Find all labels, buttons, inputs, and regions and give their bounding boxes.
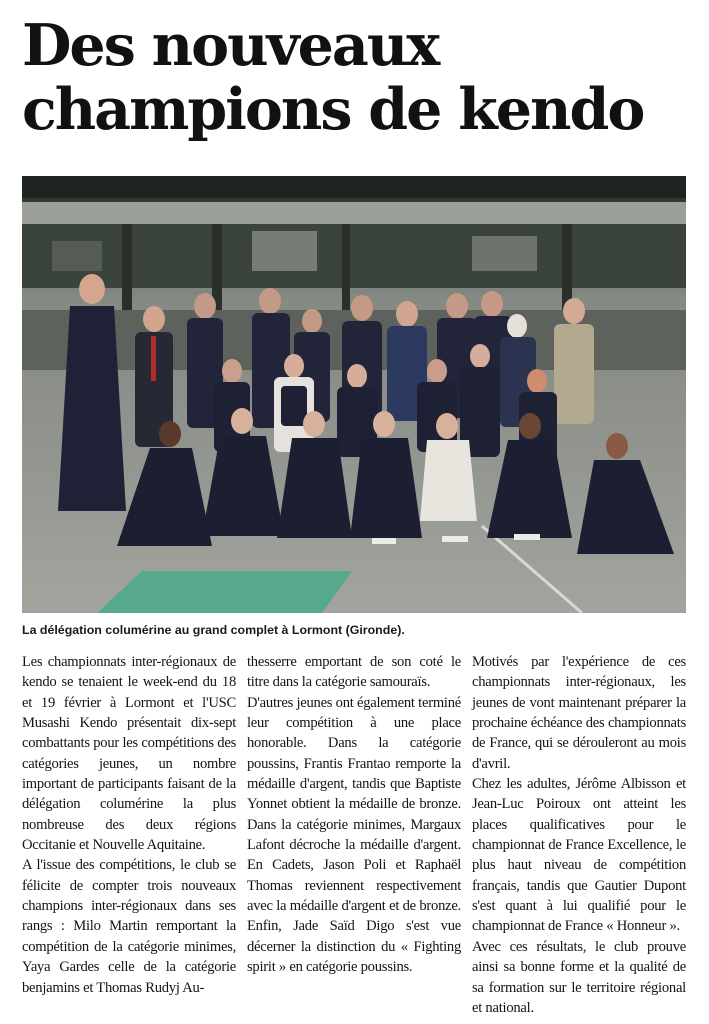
trophy-plate	[442, 536, 468, 542]
article-body	[22, 652, 686, 1018]
headline: Des nouveaux champions de kendo	[22, 12, 644, 143]
wall-poster	[472, 236, 537, 271]
article-column-1	[22, 652, 236, 1018]
wall-poster	[252, 231, 317, 271]
article-column-3	[472, 652, 686, 1018]
photo-caption: La délégation columérine au grand complet à Lormont (Gironde).	[22, 623, 405, 637]
article-column-2	[247, 652, 461, 1018]
paragraph: Chez les adultes, Jérôme Albisson et Jean-Luc Poiroux ont atteint les places qualificatives pour le championnat de France Excellence, le plus haut niveau de compétition français, tandis que Gautier Dupont s'est quant à lui qualifié pour le championnat de France « Honneur ».	[472, 776, 686, 935]
banner-wall	[22, 202, 686, 224]
paragraph: Les championnats inter-régionaux de kendo se tenaient le week-end du 18 et 19 février à Lormont et l'USC Musashi Kendo présentait dix-sept combattants pour les compétitions des catégories jeunes, un nombre important de participants faisant de la délégation columérine la plus nombreuse des deux régions Occitanie et Nouvelle Aquitaine.	[22, 654, 236, 854]
paragraph: Avec ces résultats, le club prouve ainsi sa bonne forme et la qualité de sa formation sur le territoire régional et national.	[472, 938, 686, 1016]
paragraph: Motivés par l'expérience de ces championnats inter-régionaux, les jeunes de vont maintenant préparer la prochaine échéance des championnats de France, qui se dérouleront au mois d'avril.	[472, 654, 686, 772]
group-photo	[22, 176, 686, 613]
paragraph: thesserre emportant de son coté le titre dans la catégorie samouraïs.	[247, 654, 461, 691]
paragraph: D'autres jeunes ont également terminé leur compétition à une place honorable. Dans la catégorie poussins, Frantis Frantao remporte la médaille d'argent, tandis que Baptiste Yonnet obtient la médaille de bronze. Dans la catégorie minimes, Margaux Lafont décroche la médaille d'argent. En Cadets, Jason Poli et Raphaël Thomas reviennent respectivement avec la médaille d'argent et de bronze. Enfin, Jade Saïd Digo s'est vue décerner la distinction du « Fighting spirit » en catégorie poussins.	[247, 694, 461, 976]
paragraph: A l'issue des compétitions, le club se félicite de compter trois nouveaux champions inter-régionaux dans ses rangs : Milo Martin remportant la compétition de la catégorie minimes, Yaya Gardes celle de la catégorie benjamins et Thomas Rudyj Au-	[22, 857, 236, 996]
trophy-plate	[514, 534, 540, 540]
photo-illustration	[22, 176, 686, 613]
trophy-plate	[372, 538, 396, 544]
sensei-head	[79, 274, 105, 304]
